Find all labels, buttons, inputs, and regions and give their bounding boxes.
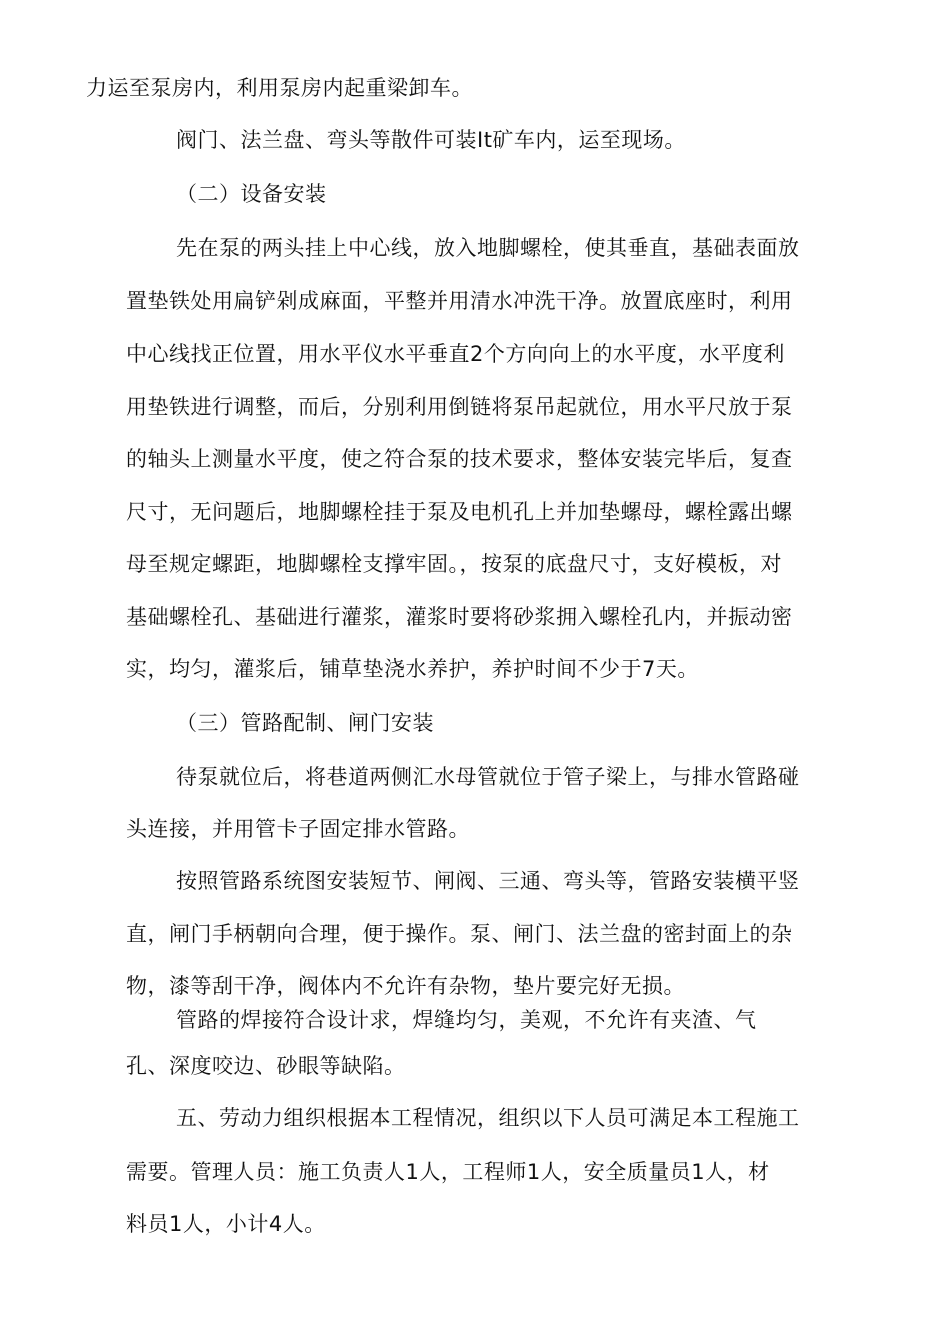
text-line: 需要。管理人员：施工负责人1人，工程师1人，安全质量员1人，材 — [126, 1160, 770, 1184]
text-line: 中心线找正位置，用水平仪水平垂直2个方向向上的水平度，水平度利 — [126, 342, 785, 366]
text-line: 孔、深度咬边、砂眼等缺陷。 — [126, 1054, 406, 1078]
section-heading: （三）管路配制、闸门安装 — [176, 711, 434, 735]
text-line: 管路的焊接符合设计求，焊缝均匀，美观，不允许有夹渣、气 — [176, 1008, 757, 1032]
text-line: 按照管路系统图安装短节、闸阀、三通、弯头等，管路安装横平竖 — [176, 869, 800, 893]
text-line: 用垫铁进行调整，而后，分别利用倒链将泵吊起就位，用水平尺放于泵 — [126, 395, 793, 419]
text-line: 五、劳动力组织根据本工程情况，组织以下人员可满足本工程施工 — [176, 1106, 800, 1130]
section-heading: （二）设备安装 — [176, 182, 327, 206]
text-line: 物，漆等刮干净，阀体内不允许有杂物，垫片要完好无损。 — [126, 974, 685, 998]
text-line: 尺寸，无问题后，地脚螺栓挂于泵及电机孔上并加垫螺母，螺栓露出螺 — [126, 500, 793, 524]
text-line: 置垫铁处用扁铲剁成麻面，平整并用清水冲洗干净。放置底座时，利用 — [126, 289, 793, 313]
text-line: 母至规定螺距，地脚螺栓支撑牢固。，按泵的底盘尺寸，支好模板，对 — [126, 552, 782, 576]
text-line: 头连接，并用管卡子固定排水管路。 — [126, 817, 470, 841]
text-line: 待泵就位后，将巷道两侧汇水母管就位于管子梁上，与排水管路碰 — [176, 765, 800, 789]
text-line: 阀门、法兰盘、弯头等散件可装It矿车内，运至现场。 — [176, 128, 686, 152]
text-line: 的轴头上测量水平度，使之符合泵的技术要求，整体安装完毕后，复查 — [126, 447, 793, 471]
text-line: 直，闸门手柄朝向合理，便于操作。泵、闸门、法兰盘的密封面上的杂 — [126, 922, 793, 946]
text-line: 实，均匀，灌浆后，铺草垫浇水养护，养护时间不少于7天。 — [126, 657, 699, 681]
text-line: 料员1人，小计4人。 — [126, 1212, 326, 1236]
text-line: 力运至泵房内，利用泵房内起重梁卸车。 — [86, 76, 473, 100]
text-line: 基础螺栓孔、基础进行灌浆，灌浆时要将砂浆拥入螺栓孔内，并振动密 — [126, 605, 793, 629]
text-line: 先在泵的两头挂上中心线，放入地脚螺栓，使其垂直，基础表面放 — [176, 236, 800, 260]
